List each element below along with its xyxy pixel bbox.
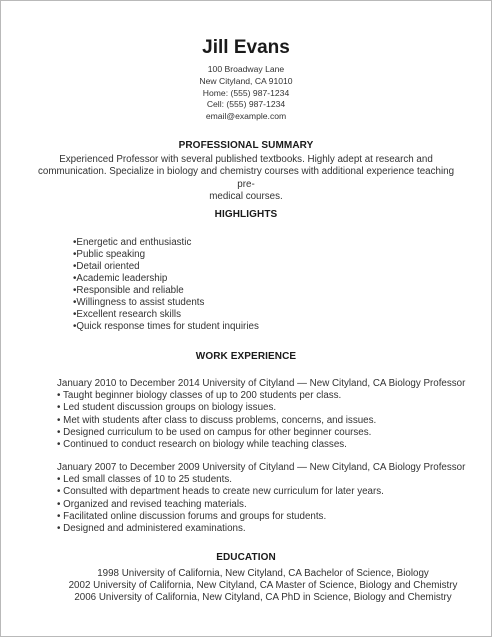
education-entry: 1998 University of California, New Cityland, CA Bachelor of Science, Biology [97,568,429,579]
highlight-item: •Quick response times for student inquiries [73,321,259,332]
highlight-item: •Public speaking [73,249,146,260]
job-entry [57,462,477,535]
highlight-item: •Responsible and reliable [73,285,184,296]
summary-text [31,154,461,204]
job-heading: January 2007 to December 2009 University of Cityland — New Cityland, CA Biology Professor [57,462,466,473]
city-line: New Cityland, CA 91010 [199,75,293,86]
job-duty: • Led student discussion groups on biology issues. [57,402,477,414]
address-line: 100 Broadway Lane [207,64,285,74]
contact-block [1,64,491,123]
summary-line: medical courses. [209,191,283,203]
job-duty: • Organized and revised teaching materials. [57,499,477,511]
job-duty: • Led small classes of 10 to 25 students. [57,474,477,486]
highlight-item: •Willingness to assist students [73,297,205,308]
job-duty: • Consulted with department heads to create new curriculum for later years. [57,486,477,498]
cell-phone: Cell: (555) 987-1234 [206,99,286,110]
job-heading: January 2010 to December 2014 University of Cityland — New Cityland, CA Biology Professor [57,378,466,389]
candidate-name: Jill Evans [202,37,290,58]
job-duty: • Designed and administered examinations. [57,523,477,535]
email-address: email@example.com [205,111,287,122]
summary-line: communication. Specialize in biology and chemistry courses with additional experience teaching pre- [37,166,455,190]
education-heading: EDUCATION [216,552,276,563]
highlight-item: •Detail oriented [73,261,140,272]
job-duty: • Continued to conduct research on biology while teaching classes. [57,439,477,451]
job-duty: • Met with students after class to discuss problems, concerns, and issues. [57,415,477,427]
highlights-list [73,237,259,333]
experience-heading: WORK EXPERIENCE [195,351,297,362]
job-duty: • Facilitated online discussion forums and groups for students. [57,511,477,523]
job-duty: • Taught beginner biology classes of up to 200 students per class. [57,390,477,402]
summary-line: Experienced Professor with several published textbooks. Highly adept at research and [59,154,433,165]
education-entry: 2002 University of California, New Cityland, CA Master of Science, Biology and Chemistry [68,580,458,592]
summary-heading: PROFESSIONAL SUMMARY [178,140,314,151]
highlight-item: •Excellent research skills [73,309,181,320]
job-duties [57,474,477,535]
education-entry: 2006 University of California, New Cityland, CA PhD in Science, Biology and Chemistry [74,592,452,604]
highlight-item: •Academic leadership [73,273,168,284]
highlight-item: •Energetic and enthusiastic [73,237,192,248]
job-entry [57,378,477,451]
job-duties [57,390,477,451]
education-list [1,568,491,605]
highlights-heading: HIGHLIGHTS [214,209,278,220]
home-phone: Home: (555) 987-1234 [202,87,290,98]
job-duty: • Designed curriculum to be used on campus for other beginner courses. [57,427,477,439]
